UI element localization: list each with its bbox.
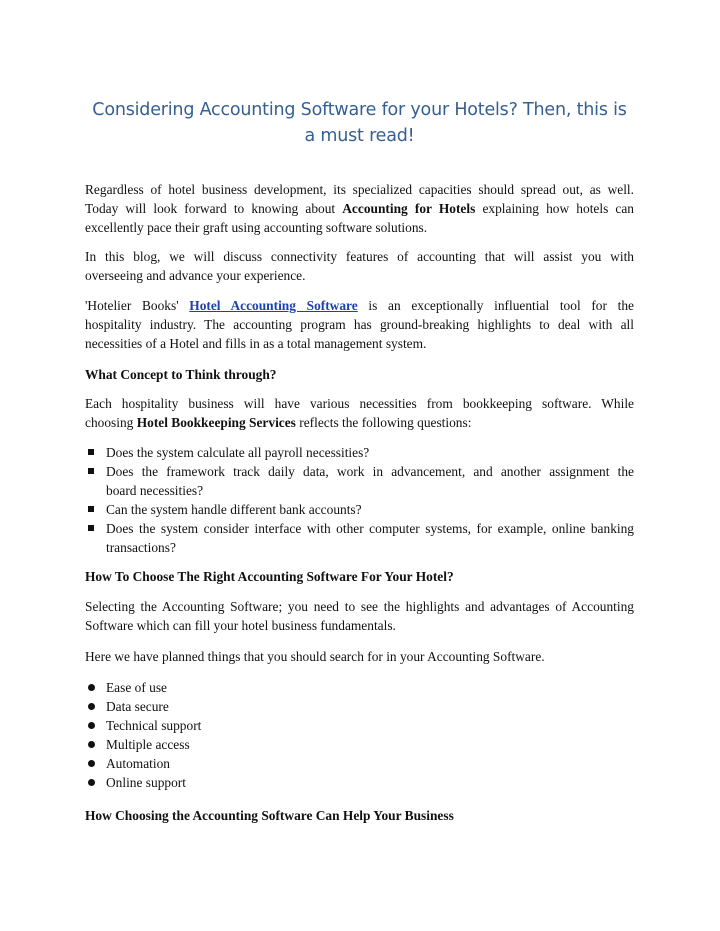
list-item-text: Online support	[106, 775, 186, 790]
text-line: necessities of a Hotel and fills in as a total management system.	[85, 336, 427, 351]
list-item	[85, 462, 634, 500]
questions-list	[85, 443, 634, 557]
list-item	[85, 443, 634, 462]
list-item-text: Automation	[106, 756, 170, 771]
square-bullet-icon	[88, 449, 94, 455]
text-line	[85, 296, 634, 315]
text-line: Selecting the Accounting Software; you need to see the highlights and advantages of Accounting	[85, 599, 634, 614]
text-line: board necessities?	[106, 483, 204, 498]
hotel-accounting-software-link[interactable]: Hotel Accounting Software	[189, 298, 358, 313]
text-line: excellently pace their graft using accounting software solutions.	[85, 220, 428, 235]
list-item	[85, 716, 634, 735]
list-item-text: Data secure	[106, 699, 169, 714]
square-bullet-icon	[88, 468, 94, 474]
round-bullet-icon	[88, 760, 95, 767]
text-run: reflects the following questions:	[295, 415, 472, 430]
section-heading: How To Choose The Right Accounting Software For Your Hotel?	[85, 569, 454, 584]
list-item	[85, 697, 634, 716]
section-heading: What Concept to Think through?	[85, 367, 277, 382]
text-line: overseeing and advance your experience.	[85, 268, 306, 283]
list-item-text: Technical support	[106, 718, 202, 733]
round-bullet-icon	[88, 684, 95, 691]
page-title: Considering Accounting Software for your Hotels? Then, this is a must read!	[92, 100, 627, 146]
text-line: transactions?	[106, 540, 176, 555]
text-run: Today will look forward to knowing about	[85, 201, 343, 216]
text-line: Software which can fill your hotel business fundamentals.	[85, 618, 396, 633]
list-item	[85, 773, 634, 792]
features-list	[85, 678, 634, 792]
text-run: explaining how hotels can	[475, 201, 635, 216]
text-line: Does the system consider interface with other computer systems, for example, online banking	[106, 521, 634, 536]
text-line: Regardless of hotel business development, its specialized capacities should spread out, as well.	[85, 182, 634, 197]
round-bullet-icon	[88, 703, 95, 710]
list-item	[85, 678, 634, 697]
selecting-paragraph	[85, 597, 634, 635]
text-line: Does the system calculate all payroll necessities?	[106, 445, 370, 460]
section-heading: How Choosing the Accounting Software Can Help Your Business	[85, 808, 454, 823]
round-bullet-icon	[88, 779, 95, 786]
list-item	[85, 500, 634, 519]
list-item-text: Ease of use	[106, 680, 167, 695]
square-bullet-icon	[88, 525, 94, 531]
planned-paragraph: Here we have planned things that you should search for in your Accounting Software.	[85, 649, 545, 664]
blog-paragraph	[85, 247, 634, 285]
round-bullet-icon	[88, 722, 95, 729]
text-line	[85, 199, 634, 218]
product-paragraph	[85, 296, 634, 353]
round-bullet-icon	[88, 741, 95, 748]
text-line: Each hospitality business will have various necessities from bookkeeping software. While	[85, 396, 634, 411]
bold-keyword: Accounting for Hotels	[342, 201, 476, 216]
text-run: is an exceptionally influential tool for the	[357, 298, 635, 313]
list-item	[85, 519, 634, 557]
text-line: Can the system handle different bank accounts?	[106, 502, 362, 517]
text-line: In this blog, we will discuss connectivity features of accounting that will assist you with	[85, 249, 634, 264]
square-bullet-icon	[88, 506, 94, 512]
list-item	[85, 735, 634, 754]
list-item-text: Multiple access	[106, 737, 190, 752]
bold-keyword: Hotel Bookkeeping Services	[136, 415, 296, 430]
text-line	[85, 413, 634, 432]
text-run: choosing	[85, 415, 137, 430]
text-run: 'Hotelier Books'	[85, 298, 190, 313]
text-line: hospitality industry. The accounting program has ground-breaking highlights to deal with all	[85, 317, 634, 332]
needs-paragraph	[85, 394, 634, 432]
intro-paragraph	[85, 180, 634, 237]
list-item	[85, 754, 634, 773]
text-line: Does the framework track daily data, work in advancement, and another assignment the	[106, 464, 634, 479]
